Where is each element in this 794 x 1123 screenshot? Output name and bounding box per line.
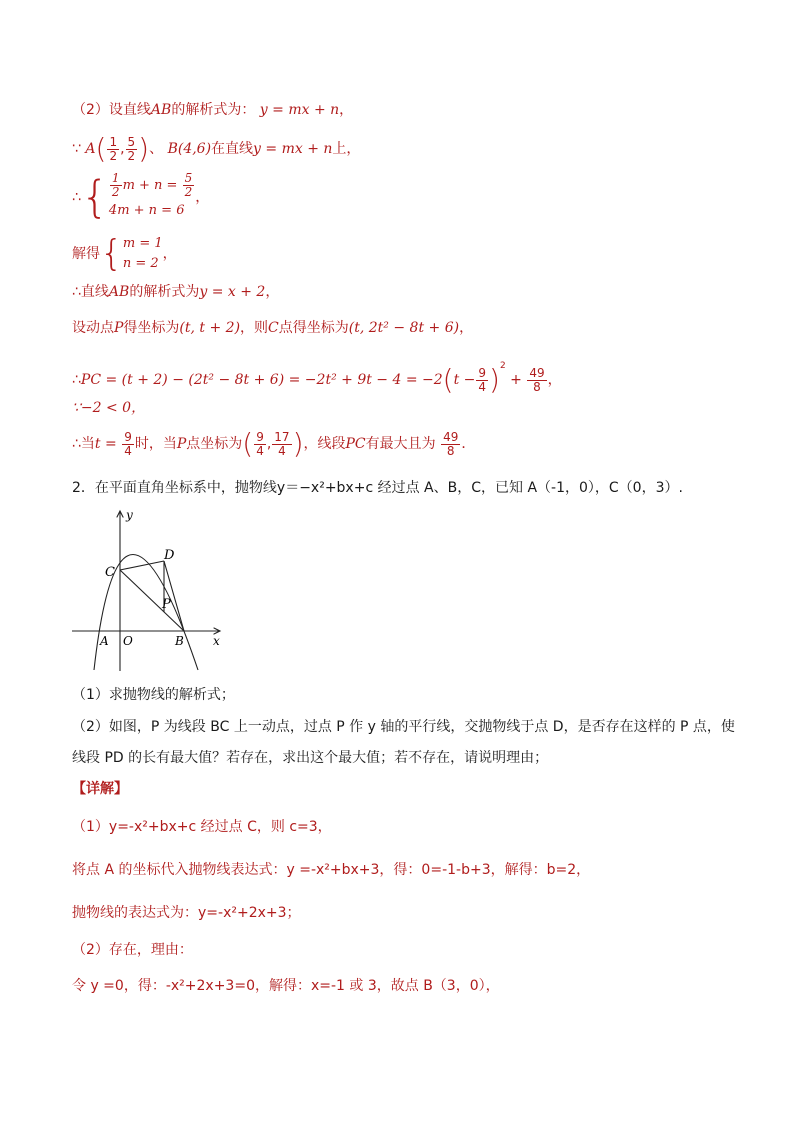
- solution-step-1: （1）y=-x²+bx+c 经过点 C，则 c=3，: [72, 819, 332, 835]
- label-y: y: [126, 508, 133, 522]
- segment-db: [164, 561, 184, 631]
- label-o: O: [123, 634, 133, 648]
- solution-step-3: 抛物线的表达式为：y=-x²+2x+3；: [72, 905, 301, 921]
- problem-2-stem: 2．在平面直角坐标系中，抛物线y＝−x²+bx+c 经过点 A、B，C，已知 A（-1，0），C（0，3）.: [72, 480, 683, 496]
- question-2-line-1: （2）如图，P 为线段 BC 上一动点，过点 P 作 y 轴的平行线，交抛物线于点 D，是否存在这样的 P 点，使: [72, 719, 735, 735]
- solution-step-2: 将点 A 的坐标代入抛物线表达式：y =-x²+bx+3，得：0=-1-b+3，解得：b=2，: [72, 862, 591, 878]
- question-2-line-2: 线段 PD 的长有最大值？若存在，求出这个最大值；若不存在，请说明理由；: [72, 750, 549, 766]
- solution-step-4: （2）存在，理由：: [72, 942, 193, 958]
- label-x: x: [213, 634, 220, 648]
- segment-cb: [120, 570, 184, 631]
- parabola-figure: [68, 505, 238, 677]
- label-p: P: [162, 597, 171, 612]
- maximum-result: ∴当t = $\frac{9}{4}$ 时，当P点坐标为( $\frac{9}{4}$ , $\frac{17}{4}$ )，线段PC有最大且为 $\frac{49}{8}$ ．: [72, 427, 476, 460]
- line-ab-result: ∴直线AB的解析式为y = x + 2，: [72, 284, 280, 300]
- part2-intro: （2）设直线AB的解析式为： y = mx + n，: [72, 102, 354, 118]
- label-d: D: [164, 548, 175, 563]
- equation-system: ∴{ $\frac{1}{2}$ m + n = $\frac{5}{2}$ 4m + n = 6 ，: [72, 171, 210, 223]
- set-point-p: 设动点P得坐标为(t, t + 2)，则C点得坐标为(t, 2t² − 8t + 6)，: [72, 320, 474, 336]
- label-c: C: [105, 565, 115, 580]
- question-1: （1）求抛物线的解析式；: [72, 687, 235, 703]
- negative-coefficient: ∵−2 < 0，: [72, 400, 146, 416]
- segment-cd: [120, 561, 164, 570]
- points-on-line: ∵ A( $\frac{1}{2}$ , $\frac{5}{2}$ )、 B(4,6)在直线y = mx + n上，: [72, 132, 361, 165]
- label-a: A: [100, 634, 109, 648]
- solution-mn: 解得{ m = 1 n = 2 ，: [72, 233, 177, 274]
- solution-step-5: 令 y =0，得：-x²+2x+3=0，解得：x=-1 或 3，故点 B（3，0），: [72, 978, 500, 994]
- solution-heading: 【详解】: [72, 781, 128, 797]
- pc-expression: ∴PC = (t + 2) − (2t² − 8t + 6) = −2t² + 9t − 4 = −2(t − $\frac{9}{4}$ )$^2$ + $\frac{49}{8}$ ，: [72, 361, 562, 396]
- label-b: B: [175, 634, 184, 648]
